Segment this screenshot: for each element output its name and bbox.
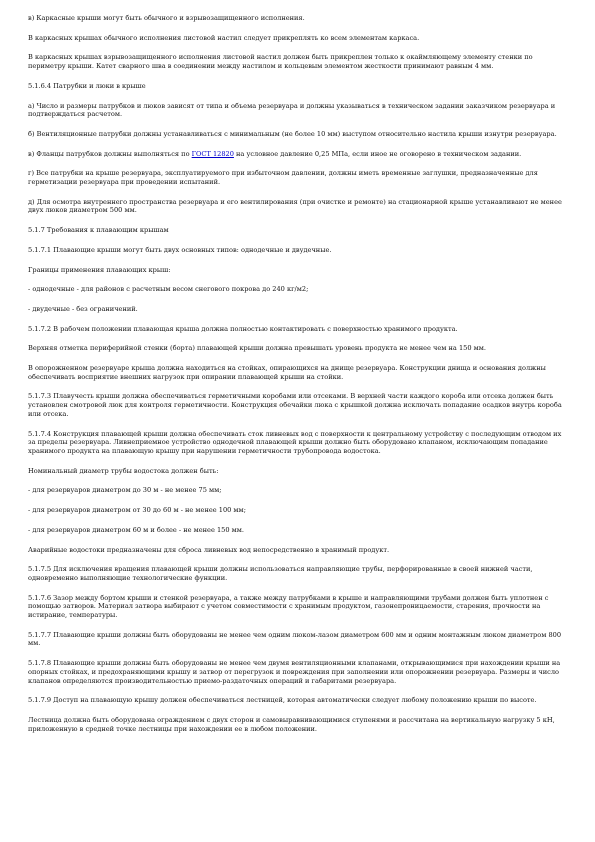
paragraph: г) Все патрубки на крыше резервуара, эксплуатируемого при избыточном давлении, должны иметь временные заглушки, предназначенные для герметизации резервуара при проведении испытаний. bbox=[28, 169, 538, 187]
paragraph: в) Каркасные крыши могут быть обычного и взрывозащищенного исполнения. bbox=[28, 14, 305, 22]
paragraph: 5.1.7.9 Доступ на плавающую крышу должен обеспечиваться лестницей, которая автоматически следует любому положению крыши по высоте. bbox=[28, 696, 537, 705]
paragraph bbox=[28, 150, 568, 159]
paragraph-text: в) Фланцы патрубков должны выполняться по bbox=[28, 149, 192, 158]
gost-link[interactable]: ГОСТ 12820 bbox=[191, 149, 234, 158]
paragraph-text: на условное давление 0,25 МПа, если иное не оговорено в техническом задании. bbox=[233, 149, 522, 158]
paragraph: а) Число и размеры патрубков и люков зависят от типа и объема резервуара и должны указываться в техническом задании заказчиком резервуара и подтверждаться расчетом. bbox=[28, 101, 556, 119]
paragraph: 5.1.7.6 Зазор между бортом крыши и стенкой резервуара, а также между патрубками в крыше и направляющими трубами должен быть уплотнен с помощью затворов. Материал затвора выбирают с учетом совместимости с хранимым продуктом, газонепроницаемости, старения, прочности на истирание, температуры. bbox=[28, 593, 549, 620]
paragraph: Лестница должна быть оборудована ограждением с двух сторон и самовыравнивающимися ступенями и рассчитана на вертикальную нагрузку 5 кН, приложенную в средней точке лестницы при нахождении ее в любом положении. bbox=[28, 715, 555, 733]
paragraph: б) Вентиляционные патрубки должны устанавливаться с минимальным (не более 10 мм) выступом относительно настила крыши изнутри резервуара. bbox=[28, 129, 557, 138]
paragraph: Верхняя отметка периферийной стенки (борта) плавающей крыши должна превышать уровень продукта не менее чем на 150 мм. bbox=[28, 344, 486, 353]
paragraph: В опорожненном резервуаре крыша должна находиться на стойках, опирающихся на днище резервуара. Конструкции днища и основания должны обеспечивать восприятие внешних нагрузок при опирании плавающей крыши на стойки. bbox=[28, 364, 546, 381]
paragraph: В каркасных крышах обычного исполнения листовой настил следует прикреплять ко всем элементам каркаса. bbox=[28, 33, 420, 42]
paragraph: 5.1.7.4 Конструкция плавающей крыши должна обеспечивать сток ливневых вод с поверхности к центральному устройству с последующим отводом их за пределы резервуара. Ливнеприемное устройство однодечной плавающей крыши должно быть оборудовано клапаном, исключающим попадание хранимого продукта на плавающую крышу при нарушении герметичности трубопровода водостока. bbox=[28, 429, 562, 455]
document-page bbox=[28, 14, 568, 733]
paragraph: 5.1.7.2 В рабочем положении плавающая крыша должна полностью контактировать с поверхностью хранимого продукта. bbox=[28, 324, 458, 333]
list-item: - для резервуаров диаметром до 30 м - не менее 75 мм; bbox=[28, 486, 222, 495]
section-heading: 5.1.6.4 Патрубки и люки в крыше bbox=[28, 81, 146, 90]
paragraph: Номинальный диаметр трубы водостока должен быть: bbox=[28, 466, 219, 475]
paragraph: 5.1.7.5 Для исключения вращения плавающей крыши должны использоваться направляющие трубы, перфорированные в своей нижней части, одновременно выполняющие технологические функции. bbox=[28, 565, 533, 582]
paragraph: 5.1.7.1 Плавающие крыши могут быть двух основных типов: однодечные и двудечные. bbox=[28, 245, 332, 254]
list-item: - однодечные - для районов с расчетным весом снегового покрова до 240 кг/м2; bbox=[28, 285, 309, 294]
list-item: - для резервуаров диаметром от 30 до 60 м - не менее 100 мм; bbox=[28, 506, 246, 515]
paragraph: 5.1.7.7 Плавающие крыши должны быть оборудованы не менее чем одним люком-лазом диаметром 600 мм и одним монтажным люком диаметром 800 мм. bbox=[28, 630, 562, 648]
paragraph: 5.1.7.8 Плавающие крыши должны быть оборудованы не менее чем двумя вентиляционными клапанами, открывающимися при нахождении крыши на опорных стойках, и предохраняющими крышу и затвор от перегрузок и повреждения при заполнении или опорожнении резервуара. Размеры и число клапанов определяются производительностью приемо-раздаточных операций и габаритами резервуара. bbox=[28, 659, 561, 685]
list-item: - для резервуаров диаметром 60 м и более - не менее 150 мм. bbox=[28, 525, 244, 534]
paragraph: Границы применения плавающих крыш: bbox=[28, 265, 171, 274]
section-heading: 5.1.7 Требования к плавающим крышам bbox=[28, 226, 169, 235]
list-item: - двудечные - без ограничений. bbox=[28, 304, 138, 313]
paragraph: 5.1.7.3 Плавучесть крыши должна обеспечиваться герметичными коробами или отсеками. В верхней части каждого короба или отсека должен быть установлен смотровой люк для контроля герметичности. Конструкция обечайки люка с крышкой должна исключать попадание осадков внутрь короба или отсека. bbox=[28, 392, 562, 418]
paragraph: В каркасных крышах взрывозащищенного исполнения листовой настил должен быть прикреплен только к окаймляющему элементу стенки по периметру крыши. Катет сварного шва в соединении между настилом и кольцевым элементом жесткости принимают равным 4 мм. bbox=[28, 53, 533, 71]
paragraph: д) Для осмотра внутреннего пространства резервуара и его вентилирования (при очистке и ремонте) на стационарной крыше устанавливают не менее двух люков диаметром 500 мм. bbox=[28, 197, 562, 215]
paragraph: Аварийные водостоки предназначены для сброса ливневых вод непосредственно в хранимый продукт. bbox=[28, 545, 390, 554]
